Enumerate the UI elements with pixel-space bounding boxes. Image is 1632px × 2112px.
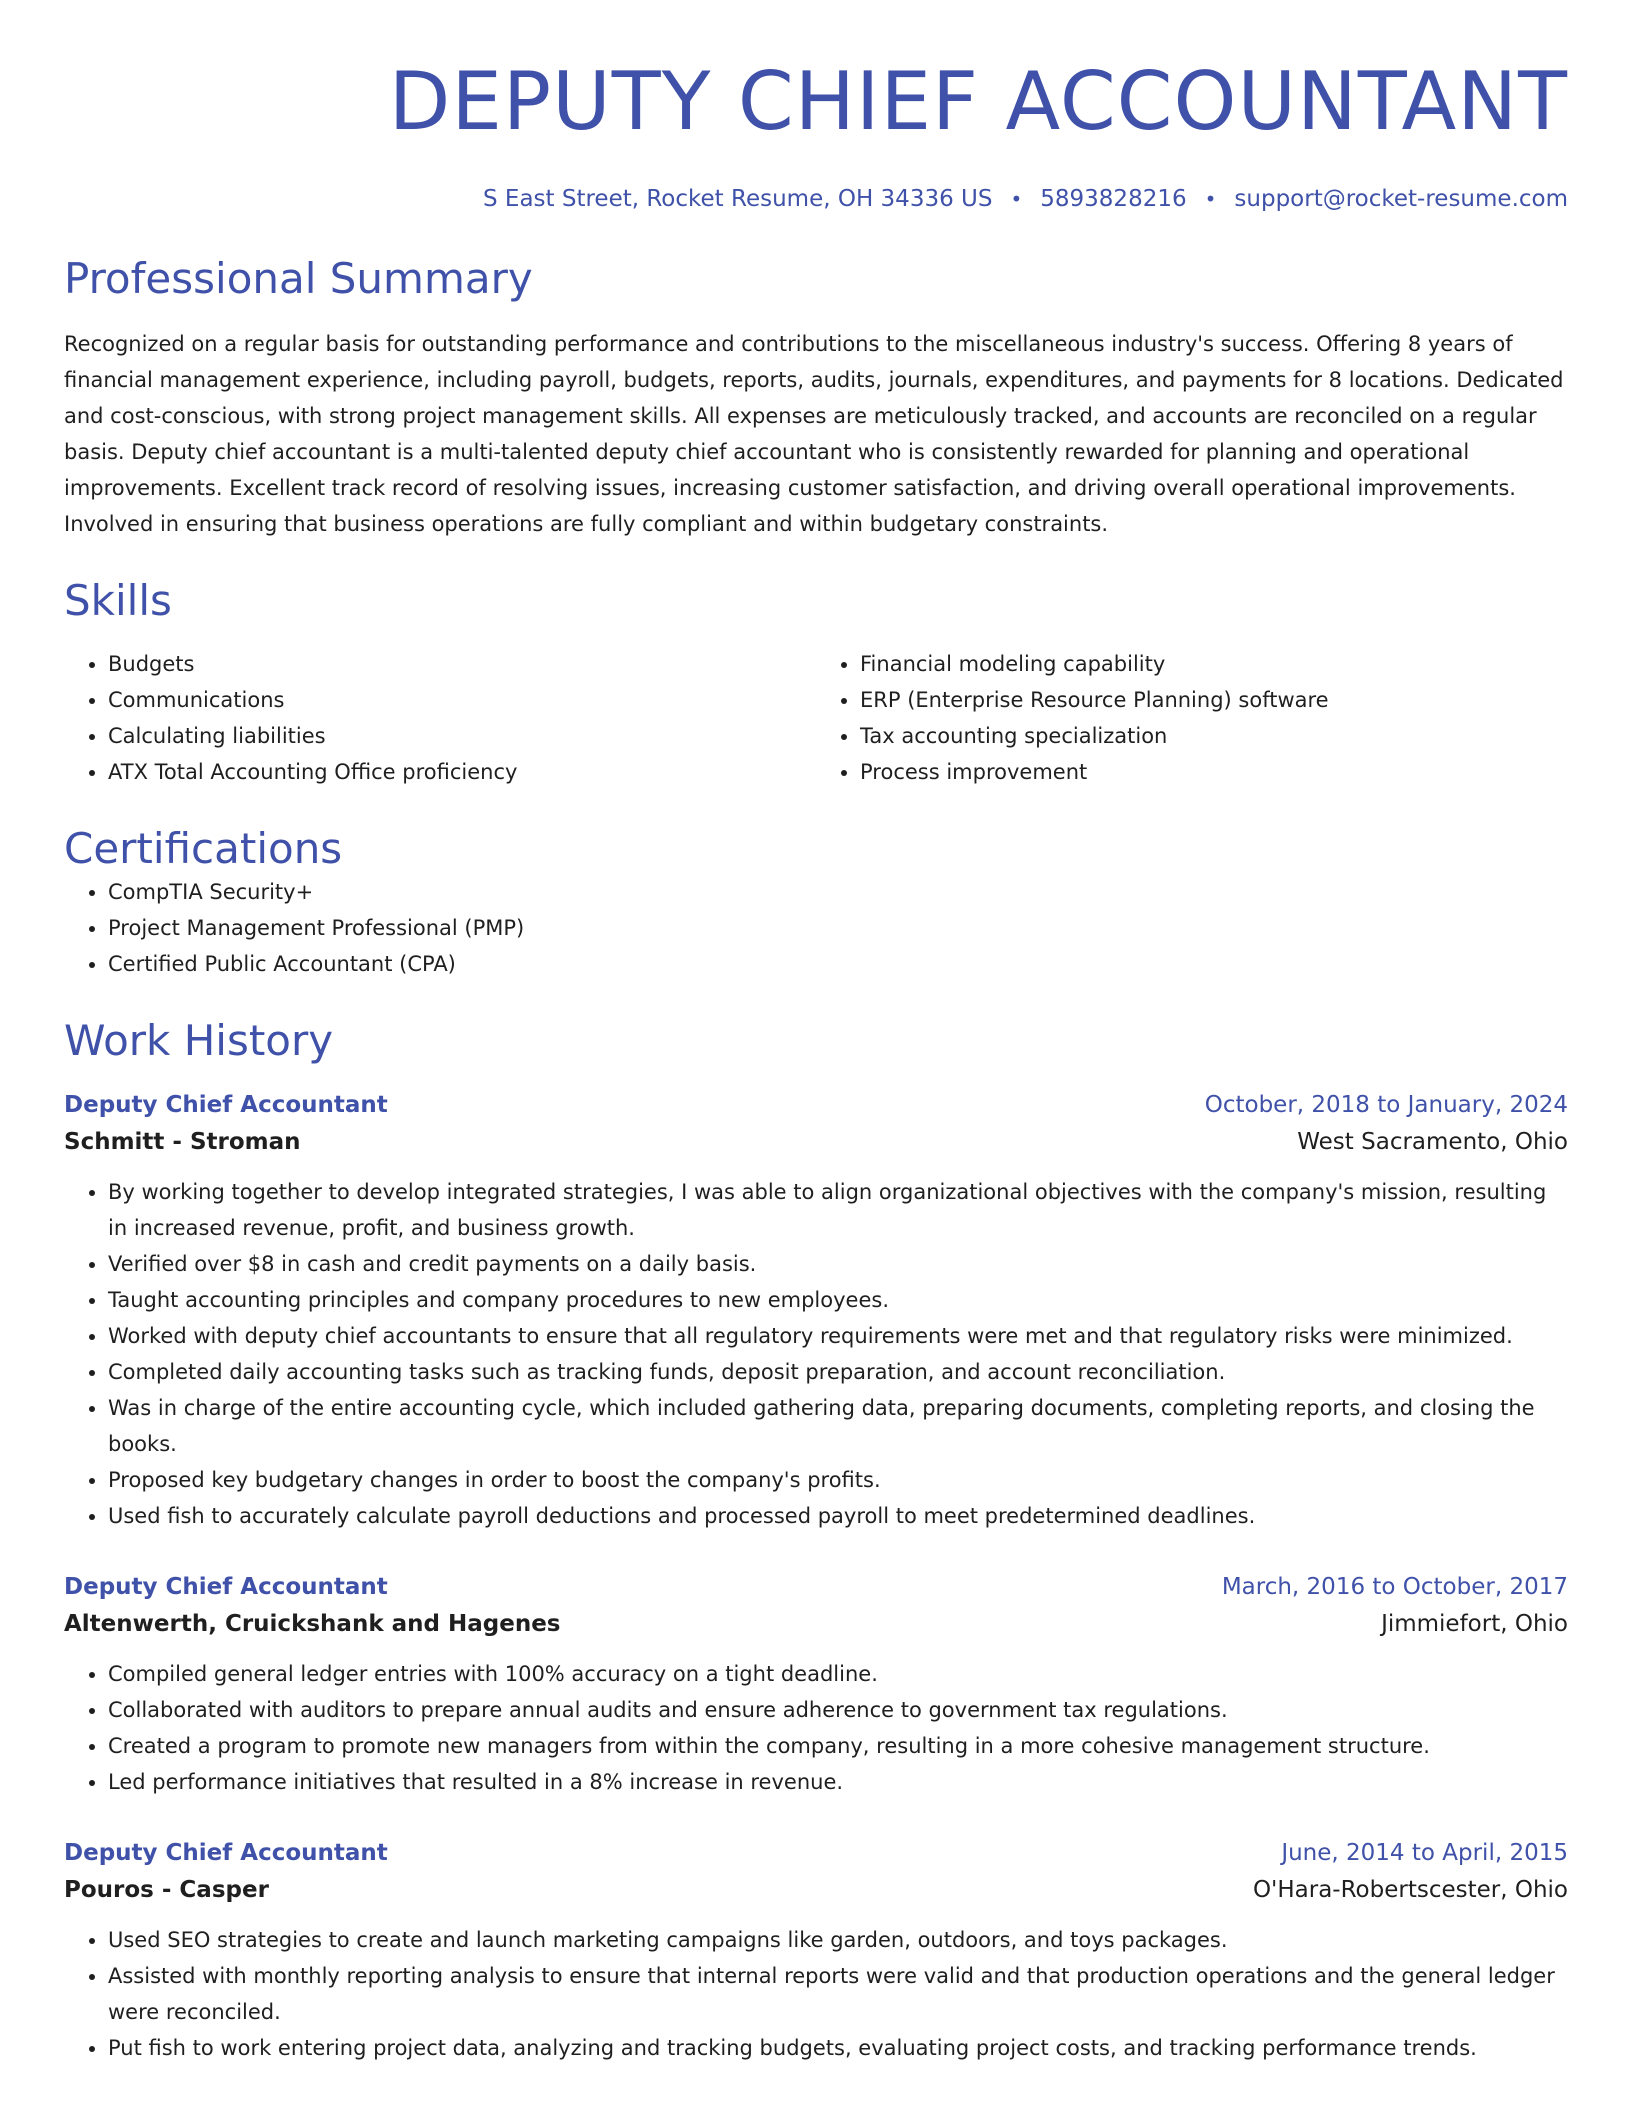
job-bullet: • Proposed key budgetary changes in order to boost the company's profits. <box>108 1462 1568 1498</box>
certifications-list <box>64 874 1568 982</box>
job-location: West Sacramento, Ohio <box>1297 1129 1568 1155</box>
contact-email[interactable]: support@rocket-resume.com <box>1234 186 1568 212</box>
job-bullet: • Taught accounting principles and company procedures to new employees. <box>108 1282 1568 1318</box>
work-history-heading: Work History <box>64 1016 334 1065</box>
job-entry <box>64 1836 1568 2066</box>
job-dates: March, 2016 to October, 2017 <box>1221 1574 1568 1600</box>
job-dates: October, 2018 to January, 2024 <box>1204 1092 1568 1118</box>
contact-separator: • <box>1010 187 1023 211</box>
job-location: Jimmiefort, Ohio <box>1381 1611 1568 1637</box>
job-entry <box>64 1570 1568 1800</box>
job-bullets <box>64 1174 1568 1534</box>
job-company: Altenwerth, Cruickshank and Hagenes <box>64 1611 561 1637</box>
skills-list-left <box>64 646 816 790</box>
job-bullet: • Put fish to work entering project data, analyzing and tracking budgets, evaluating project costs, and tracking performance trends. <box>108 2030 1568 2066</box>
job-title-row <box>64 1088 1568 1122</box>
contact-line <box>64 184 1568 214</box>
resume-name: DEPUTY CHIEF ACCOUNTANT <box>388 55 1568 148</box>
job-bullets <box>64 1922 1568 2066</box>
certification-item: • Project Management Professional (PMP) <box>108 910 1568 946</box>
certification-item: • Certified Public Accountant (CPA) <box>108 946 1568 982</box>
job-bullet: • Worked with deputy chief accountants to ensure that all regulatory requirements were met and that regulatory risks were minimized. <box>108 1318 1568 1354</box>
job-bullet: • Compiled general ledger entries with 100% accuracy on a tight deadline. <box>108 1656 1568 1692</box>
job-bullet: • Used SEO strategies to create and launch marketing campaigns like garden, outdoors, and toys packages. <box>108 1922 1568 1958</box>
job-company: Schmitt - Stroman <box>64 1129 301 1155</box>
job-title-row <box>64 1836 1568 1870</box>
job-entry <box>64 1088 1568 1534</box>
skill-item: • Calculating liabilities <box>108 718 816 754</box>
job-bullet: • Led performance initiatives that resulted in a 8% increase in revenue. <box>108 1764 1568 1800</box>
skill-item: • Process improvement <box>860 754 1568 790</box>
skill-item: • Tax accounting specialization <box>860 718 1568 754</box>
skill-item: • Communications <box>108 682 816 718</box>
job-title: Deputy Chief Accountant <box>64 1574 388 1600</box>
job-bullet: • Collaborated with auditors to prepare annual audits and ensure adherence to government tax regulations. <box>108 1692 1568 1728</box>
skill-item: • Financial modeling capability <box>860 646 1568 682</box>
job-location: O'Hara-Robertscester, Ohio <box>1252 1877 1568 1903</box>
summary-text: Recognized on a regular basis for outstanding performance and contributions to the miscellaneous industry's success. Offering 8 years of financial management experience, including payroll, budgets, reports, audits, journals, expenditures, and payments for 8 locations. Dedicated and cost-conscious, with strong project management skills. All expenses are meticulously tracked, and accounts are reconciled on a regular basis. Deputy chief accountant is a multi-talented deputy chief accountant who is consistently rewarded for planning and operational improvements. Excellent track record of resolving issues, increasing customer satisfaction, and driving overall operational improvements. Involved in ensuring that business operations are fully compliant and within budgetary constraints. <box>64 332 1564 536</box>
contact-separator: • <box>1204 187 1217 211</box>
job-bullet: • Completed daily accounting tasks such as tracking funds, deposit preparation, and account reconciliation. <box>108 1354 1568 1390</box>
skill-item: • ERP (Enterprise Resource Planning) software <box>860 682 1568 718</box>
job-bullet: • Was in charge of the entire accounting cycle, which included gathering data, preparing documents, completing reports, and closing the books. <box>108 1390 1568 1462</box>
job-title: Deputy Chief Accountant <box>64 1092 388 1118</box>
job-bullet: • Created a program to promote new managers from within the company, resulting in a more cohesive management structure. <box>108 1728 1568 1764</box>
skills-grid <box>64 646 1568 790</box>
resume-header <box>64 56 1568 214</box>
job-bullets <box>64 1656 1568 1800</box>
skill-item: • Budgets <box>108 646 816 682</box>
job-company-row <box>64 1122 1568 1162</box>
job-dates: June, 2014 to April, 2015 <box>1281 1840 1568 1866</box>
skills-list-right <box>816 646 1568 790</box>
job-bullet: • Used fish to accurately calculate payroll deductions and processed payroll to meet predetermined deadlines. <box>108 1498 1568 1534</box>
job-title-row <box>64 1570 1568 1604</box>
job-company-row <box>64 1604 1568 1644</box>
job-bullet: • By working together to develop integrated strategies, I was able to align organizational objectives with the company's mission, resulting in increased revenue, profit, and business growth. <box>108 1174 1568 1246</box>
contact-address: S East Street, Rocket Resume, OH 34336 US <box>483 186 993 212</box>
certifications-heading: Certifications <box>64 824 343 873</box>
job-bullet: • Verified over $8 in cash and credit payments on a daily basis. <box>108 1246 1568 1282</box>
job-title: Deputy Chief Accountant <box>64 1840 388 1866</box>
summary-heading: Professional Summary <box>64 254 533 303</box>
job-bullet: • Assisted with monthly reporting analysis to ensure that internal reports were valid and that production operations and the general ledger were reconciled. <box>108 1958 1568 2030</box>
skill-item: • ATX Total Accounting Office proficiency <box>108 754 816 790</box>
skills-heading: Skills <box>64 576 172 625</box>
job-company: Pouros - Casper <box>64 1877 269 1903</box>
contact-phone: 5893828216 <box>1040 186 1187 212</box>
job-company-row <box>64 1870 1568 1910</box>
certification-item: • CompTIA Security+ <box>108 874 1568 910</box>
